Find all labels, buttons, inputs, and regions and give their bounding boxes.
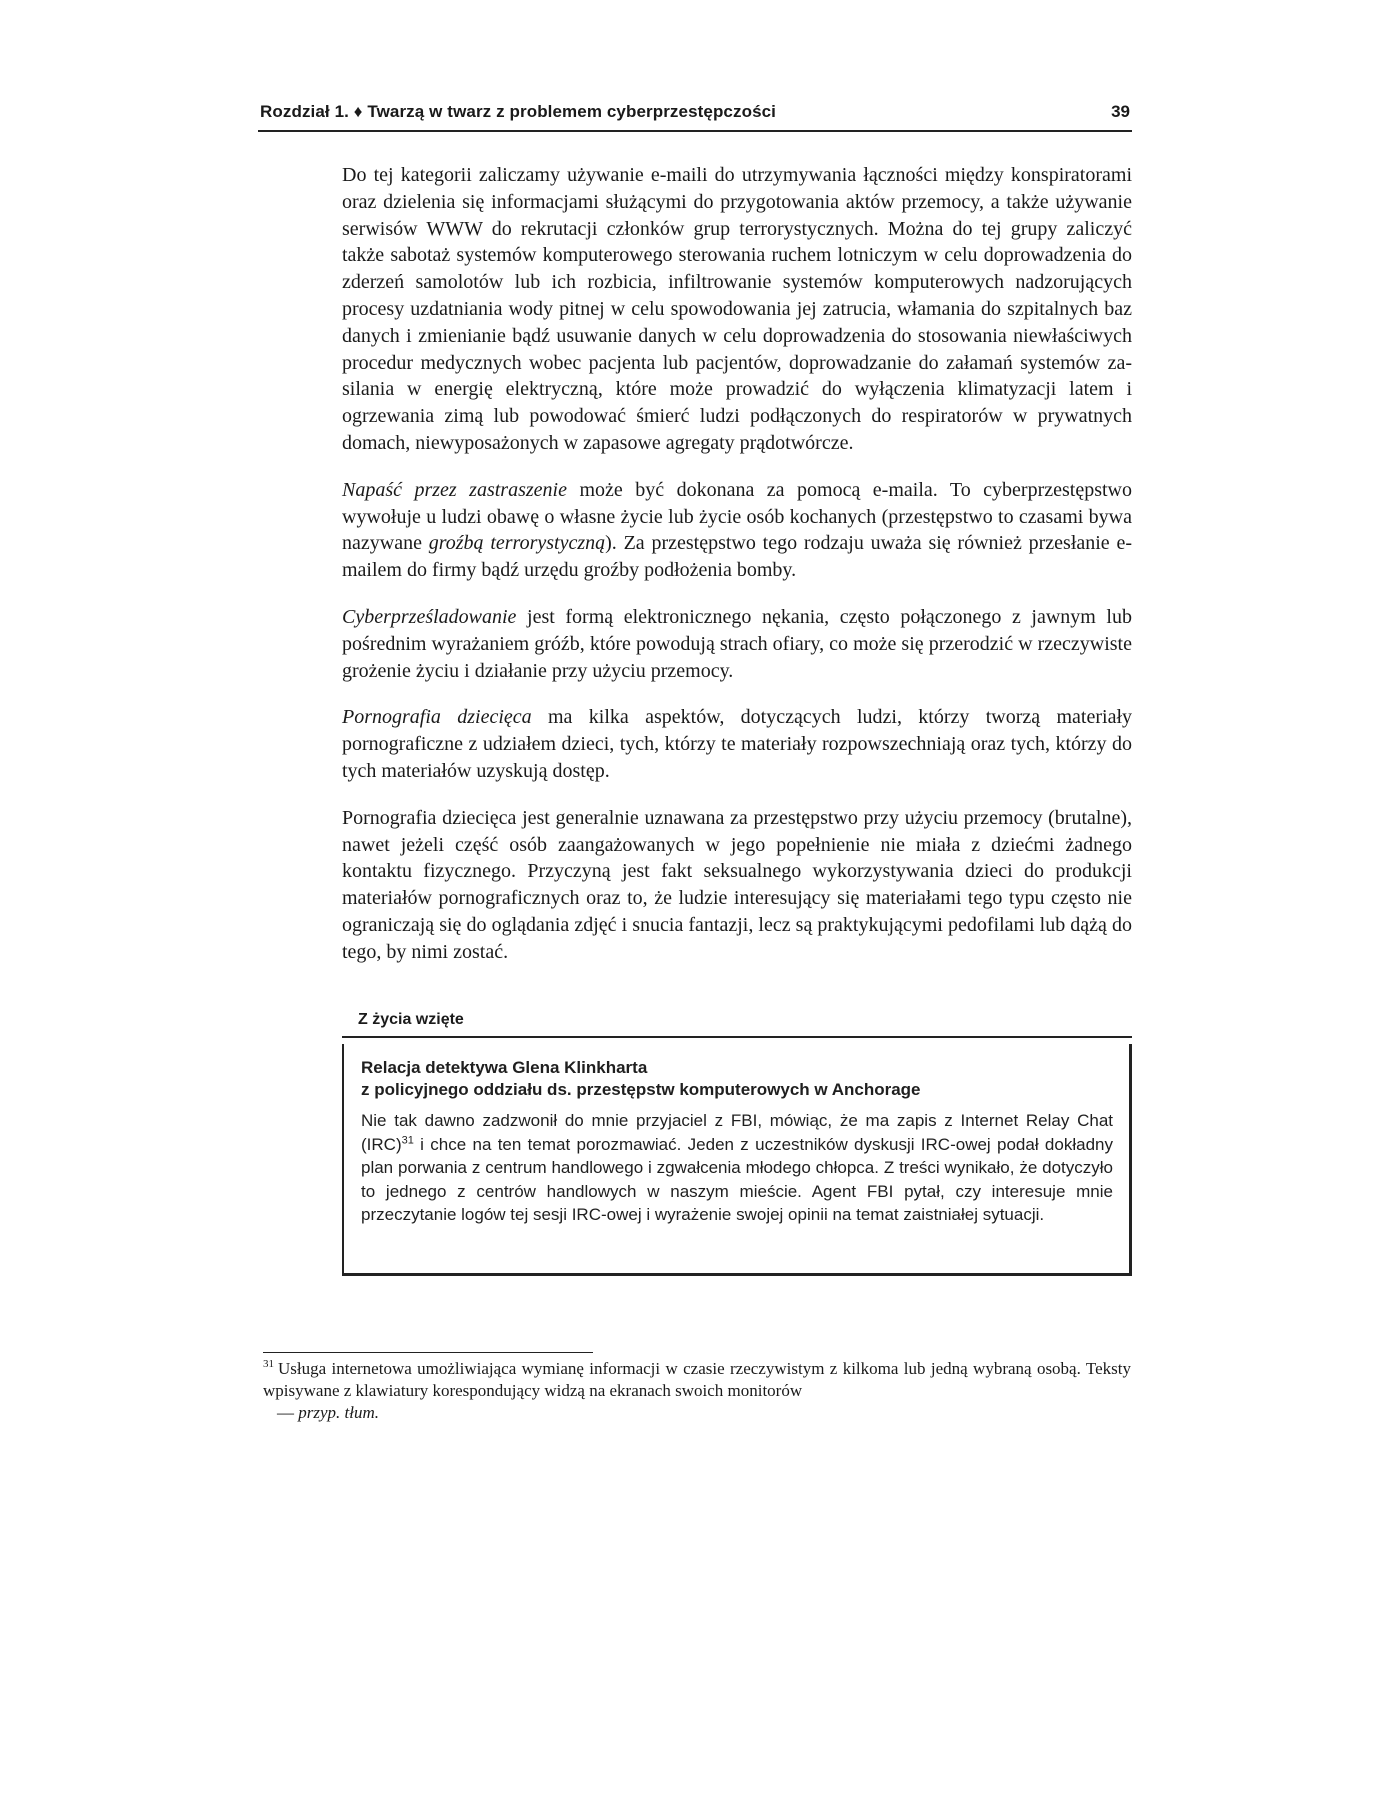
running-header <box>258 96 1132 132</box>
paragraph-child-pornography-text: ma kilka aspektów, dotyczących ludzi, którzy tworzą materiały pornograficzne z udziałem dzieci, tych, którzy te materiały rozpowszechniają oraz tych, którzy do tych materiałów uzyskują dostęp. <box>342 706 1132 782</box>
paragraph-intimidation <box>342 477 1132 584</box>
sidebar-text-b: i chce na ten temat porozmawiać. Jeden z uczestników dyskusji IRC-owej podał dokładny plan porwania z centrum handlowego i zgwałcenia młodego chłopca. Z treści wynikało, że dotyczyło to jednego z centrów handlowych w naszym mieście. Agent FBI pytał, czy interesuje mnie przeczytanie logów tej sesji IRC-owej i wyrażenie swojej opinii na temat zaistniałej sytuacji. <box>361 1134 1113 1224</box>
paragraph-child-pornography <box>342 704 1132 784</box>
paragraph-intimidation-text-a: może być dokonana za pomocą e-maila. To cyberprzestępstwo wywołuje u ludzi obawę o własne życie lub życie osób kochanych (przestępstwo to czasami bywa nazywane <box>342 478 1132 555</box>
term-terror-threat: groźbą terrorystyczną <box>428 532 606 555</box>
paragraph-intimidation-text-b: ). Za przestępstwo tego rodzaju uważa się również przesłanie e-mailem do firmy bądź urzędu groźby podłożenia bomby. <box>342 532 1132 582</box>
paragraph-cyberstalking-text: jest formą elektronicznego nękania, często połączonego z jawnym lub pośrednim wyrażaniem gróźb, które powodują strach ofiary, co może się przerodzić w rzeczywiste grożenie życiu i działanie przy użyciu przemocy. <box>342 605 1132 682</box>
sidebar-caption: Z życia wzięte <box>358 1011 464 1028</box>
footnote-text: Usługa internetowa umożliwiająca wymianę informacji w czasie rzeczywistym z kilkoma lub jedną wybraną osobą. Teksty wpisywane z klawiatury korespondujący widzą na ekranach swoich monitorów <box>263 1359 1131 1400</box>
term-intimidation: Napaść przez zastraszenie <box>342 478 567 501</box>
paragraph-cyberterrorism: Do tej kategorii zaliczamy używanie e-maili do utrzymywania łączności między konspiratorami oraz dzielenia się informacjami służącymi do przygotowania aktów przemocy, a także używanie serwisów WWW do rekrutacji członków grup terrorystycznych. Można do tej grupy zaliczyć także sabotaż systemów komputerowego sterowania ruchem lotniczym w celu doprowadzenia do zderzeń samolotów lub ich rozbicia, infiltrowanie systemów komputerowych nadzorujących procesy uzdatniania wody pitnej w celu spowodowania jej zatrucia, włamania do szpitalnych baz danych i zmienianie bądź usuwanie danych w celu doprowadzenia do stosowania niewłaściwych procedur medycznych wobec pacjenta lub pacjentów, doprowadzanie do załamań systemów zasilania w energię elektryczną, które może prowadzić do wyłączenia klimatyzacji latem i ogrzewania zimą lub powodować śmierć ludzi podłączonych do respiratorów w prywatnych domach, niewyposażonych w zapasowe agregaty prądotwórcze. <box>342 164 1132 454</box>
term-child-pornography: Pornografia dziecięca <box>342 706 532 729</box>
paragraph-cyberstalking <box>342 604 1132 684</box>
footnote <box>263 1358 1131 1424</box>
sidebar-title <box>361 1057 1113 1101</box>
footnote-reference: 31 <box>401 1133 414 1146</box>
sidebar-text <box>361 1109 1113 1227</box>
footnote-separator <box>263 1352 593 1353</box>
body-text <box>342 162 1132 986</box>
page-number: 39 <box>1111 102 1130 121</box>
sidebar-title-line-1: Relacja detektywa Glena Klinkharta <box>361 1058 648 1077</box>
paragraph-child-pornography-violence: Pornografia dziecięca jest generalnie uznawana za przestępstwo przy użyciu przemocy (brutalne), nawet jeżeli część osób zaangażowanych w jego popełnienie nie miała z dziećmi żadnego kontaktu fizycznego. Przyczyną jest fakt seksualnego wykorzystywania dzieci do produkcji materiałów pornograficznych oraz to, że ludzie interesujący się materiałami tego typu często nie ograniczają się do oglądania zdjęć i snucia fantazji, lecz są praktykującymi pedofilami lub dążą do tego, by nimi zostać. <box>342 806 1132 963</box>
footnote-translator-note: przyp. tłum. <box>298 1403 379 1422</box>
sidebar-title-line-2: z policyjnego oddziału ds. przestępstw komputerowych w Anchorage <box>361 1080 921 1099</box>
footnote-attribution <box>263 1402 1131 1424</box>
sidebar-top-rule <box>342 1036 1132 1038</box>
chapter-title: Rozdział 1. ♦ Twarzą w twarz z problemem cyberprzestępczości <box>260 102 777 121</box>
footnote-dash: — <box>277 1403 299 1422</box>
footnote-number: 31 <box>263 1358 274 1371</box>
term-cyberstalking: Cyberprześladowanie <box>342 605 517 628</box>
sidebar-box <box>342 1044 1132 1276</box>
sidebar-text-a: Nie tak dawno zadzwonił do mnie przyjaciel z FBI, mówiąc, że ma zapis z Internet Relay Chat (IRC) <box>361 1111 1113 1154</box>
